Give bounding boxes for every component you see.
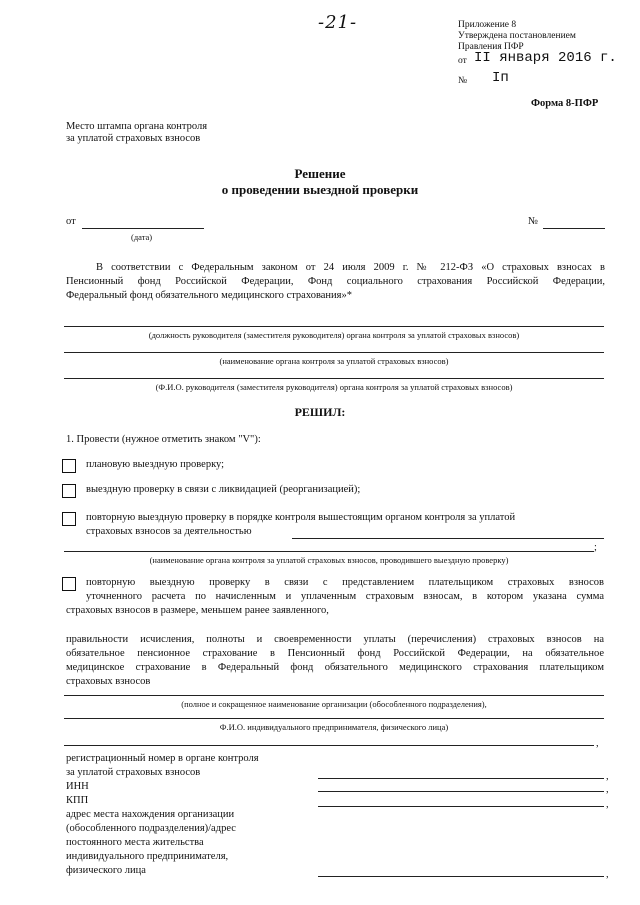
address-label-line5: физического лица [66,865,146,876]
inn-comma: , [606,784,609,795]
org-name-line[interactable] [64,695,604,696]
address-label-line2: (обособленного подразделения)/адрес [66,823,236,834]
address-field[interactable] [318,876,604,877]
item1-label: 1. Провести (нужное отметить знаком "V"): [66,434,261,445]
option-planned-checkbox[interactable] [62,459,76,473]
appendix-label: Приложение 8 [458,20,517,30]
body-name-line[interactable] [64,352,604,353]
option-revised-calc-checkbox[interactable] [62,577,76,591]
option-liquidation-label: выездную проверку в связи с ликвидацией (реорганизацией); [86,484,361,495]
kpp-field[interactable] [318,806,604,807]
body-name-caption: (наименование органа контроля за уплатой страховых взносов) [219,356,449,366]
date-field-line[interactable] [82,228,204,229]
intro-line2: Пенсионный фонд Российской Федерации, Фонд социального страхования Российской Федерации, [66,276,605,287]
stamp-place-line2: за уплатой страховых взносов [66,133,201,144]
ip-name-comma: , [596,738,599,749]
reg-number-comma: , [606,771,609,782]
approved-label: Утверждена постановлением [458,31,576,41]
option-revised-calc-line1: повторную выездную проверку в связи с представлением плательщиком страховых взносов [86,577,604,588]
ip-name-line[interactable] [64,718,604,719]
reg-number-field[interactable] [318,778,604,779]
option-planned-label: плановую выездную проверку; [86,459,225,470]
address-label-line1: адрес места нахождения организации [66,809,235,820]
control-body-caption: (наименование органа контроля за уплатой страховых взносов, проводившего выездную проверку) [149,555,509,565]
head-position-caption: (должность руководителя (заместителя руководителя) органа контроля за уплатой страховых взносов) [148,330,520,340]
date-from-label: от [66,216,76,227]
control-body-line-a[interactable] [292,538,604,539]
option-liquidation-checkbox[interactable] [62,484,76,498]
document-title: Решение [294,166,346,181]
option-repeat-control-checkbox[interactable] [62,512,76,526]
correctness-line2: обязательное пенсионное страхование в Пенсионный фонд Российской Федерации, на обязательное [66,648,604,659]
head-fio-line[interactable] [64,378,604,379]
option-repeat-control-line1: повторную выездную проверку в порядке контроля вышестоящим органом контроля за уплатой [86,512,516,523]
board-label: Правления ПФР [458,42,524,52]
inn-label: ИНН [66,781,89,792]
handwritten-page-number: -21- [318,12,358,33]
correctness-line1: правильности исчисления, полноты и своевременности уплаты (перечисления) страховых взносов на [66,634,604,645]
document-subtitle: о проведении выездной проверки [221,182,419,197]
ip-name-caption: Ф.И.О. индивидуального предпринимателя, физического лица) [219,722,449,732]
head-position-line[interactable] [64,326,604,327]
approval-number: Iп [492,70,509,86]
option-repeat-control-line2: страховых взносов за деятельностью [86,526,252,537]
correctness-line4: страховых взносов [66,676,151,687]
date-prefix: от [458,56,467,66]
address-label-line3: постоянного места жительства [66,837,204,848]
number-prefix: № [458,76,468,86]
option-repeat-control-end: ; [594,542,597,553]
control-body-line-b[interactable] [64,551,594,552]
address-comma: , [606,869,609,880]
stamp-place-line1: Место штампа органа контроля [66,121,208,132]
ip-name-line-2[interactable] [64,745,594,746]
reg-number-label-line2: за уплатой страховых взносов [66,767,201,778]
reg-number-label-line1: регистрационный номер в органе контроля [66,753,259,764]
option-revised-calc-line2: уточненного расчета по начисленным и уплаченным страховым взносам, в котором указана сумма [86,591,604,602]
address-label-line4: индивидуального предпринимателя, [66,851,229,862]
intro-line1: В соответствии с Федеральным законом от 24 июля 2009 г. № 212-ФЗ «О страховых взносах в [96,262,605,273]
kpp-label: КПП [66,795,89,806]
option-revised-calc-line3: страховых взносов в размере, меньшем ранее заявленного, [66,605,329,616]
number-label: № [528,216,539,227]
correctness-line3: медицинское страхование в Федеральный фонд обязательного медицинского страхования плательщиком [66,662,604,673]
decided-heading: РЕШИЛ: [294,405,346,419]
number-field-line[interactable] [543,228,605,229]
form-label: Форма 8-ПФР [531,98,599,109]
head-fio-caption: (Ф.И.О. руководителя (заместителя руководителя) органа контроля за уплатой страховых взносов) [155,382,513,392]
org-name-caption: (полное и сокращенное наименование организации (обособленного подразделения), [181,699,487,709]
intro-line3: Федеральный фонд обязательного медицинского страхования»* [66,290,352,301]
kpp-comma: , [606,799,609,810]
approval-date: II января 2016 г. [474,50,617,66]
date-caption: (дата) [131,232,153,242]
inn-field[interactable] [318,791,604,792]
